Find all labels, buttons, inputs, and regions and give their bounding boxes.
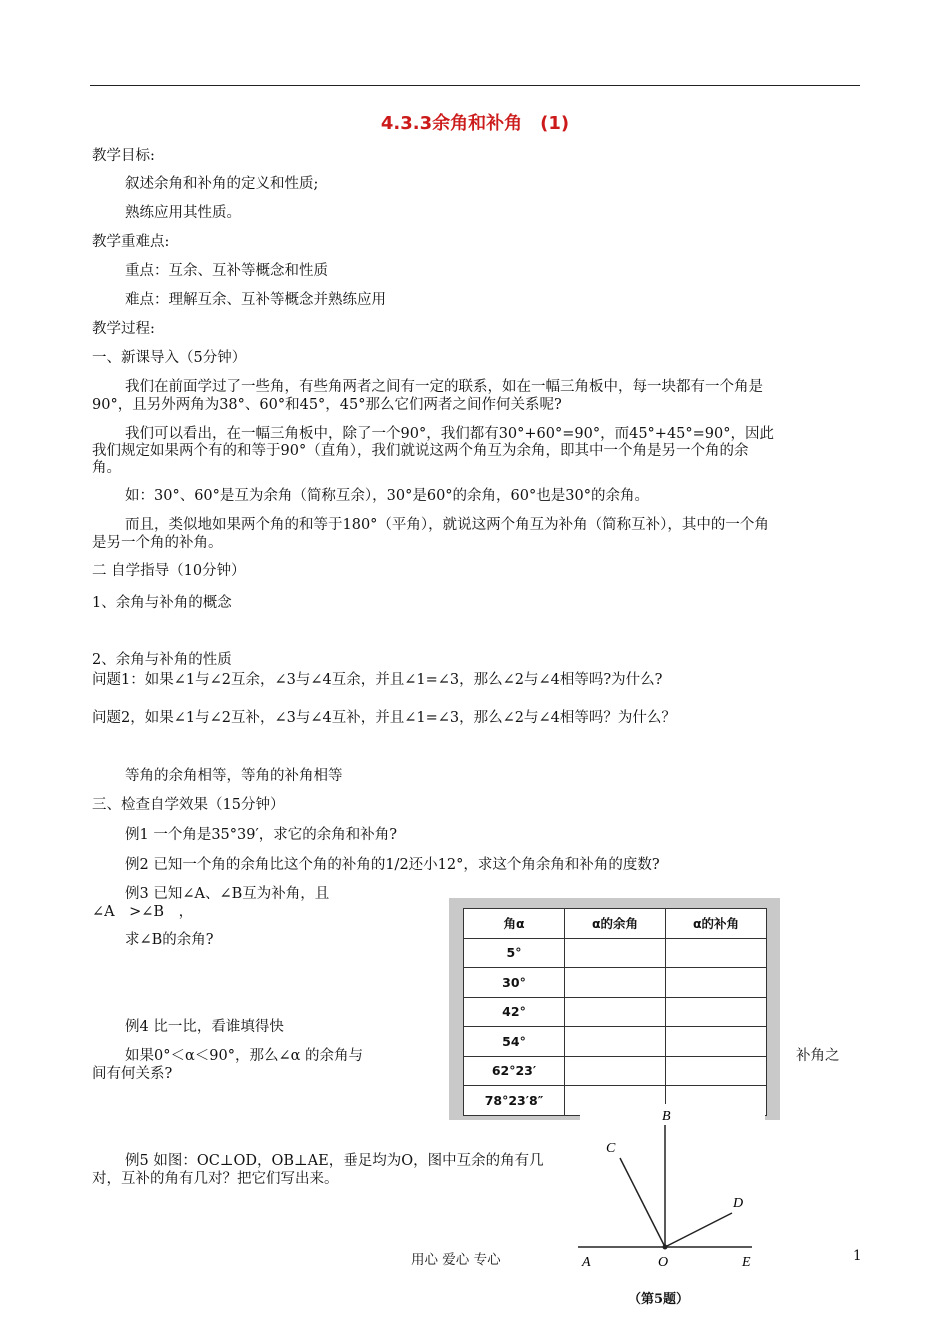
- top-rule: [90, 85, 860, 86]
- table-row: [464, 1056, 767, 1086]
- example-5-line-1: 例5 如图：OC⊥OD，OB⊥AE，垂足均为O，图中互余的角有几: [125, 1153, 544, 1169]
- table-cell-blank[interactable]: [666, 1027, 767, 1057]
- ray-OC: [620, 1158, 665, 1247]
- table-row: [464, 1027, 767, 1057]
- para-1-line-1: 我们在前面学过了一些角，有些角两者之间有一定的联系，如在一幅三角板中，每一块都有一个角是: [125, 379, 763, 395]
- goal-2: 熟练应用其性质。: [125, 205, 241, 221]
- section-3-heading: 三、检查自学效果（15分钟）: [92, 797, 285, 813]
- para-2-line-2: 我们规定如果两个有的和等于90°（直角），我们就说这两个角互为余角，即其中一个角是另一个角的余: [92, 443, 749, 459]
- key-point-1: 重点：互余、互补等概念和性质: [125, 263, 328, 279]
- table-cell-angle: 5°: [464, 938, 565, 968]
- process-heading: 教学过程:: [92, 321, 155, 337]
- section-1-heading: 一、新课导入（5分钟）: [92, 350, 247, 366]
- label-C: C: [606, 1141, 616, 1156]
- angle-table: [463, 908, 767, 1116]
- ray-OD: [665, 1213, 732, 1247]
- footer-motto: 用心 爱心 专心: [411, 1252, 501, 1268]
- table-row: [464, 968, 767, 998]
- para-2-line-3: 角。: [92, 460, 121, 476]
- table-cell-blank[interactable]: [565, 968, 666, 998]
- table-cell-blank[interactable]: [666, 997, 767, 1027]
- item-2: 2、余角与补角的性质: [92, 652, 232, 668]
- goal-1: 叙述余角和补角的定义和性质;: [125, 176, 319, 192]
- table-cell-angle: 54°: [464, 1027, 565, 1057]
- goals-heading: 教学目标:: [92, 148, 155, 164]
- example-4-line-1: 例4 比一比，看谁填得快: [125, 1019, 284, 1035]
- example-3-line-2: ∠A >∠B ，: [92, 904, 194, 920]
- example-5-line-2: 对，互补的角有几对？把它们写出来。: [92, 1171, 339, 1187]
- example-4-line-2b: 补角之: [796, 1048, 840, 1064]
- page-title: 4.3.3余角和补角 (1): [380, 113, 570, 134]
- table-cell-blank[interactable]: [565, 1027, 666, 1057]
- table-cell-angle: 42°: [464, 997, 565, 1027]
- table-header-supplement: α的补角: [666, 909, 767, 939]
- item-1: 1、余角与补角的概念: [92, 595, 232, 611]
- key-heading: 教学重难点:: [92, 234, 170, 250]
- table-cell-blank[interactable]: [565, 997, 666, 1027]
- conclusion: 等角的余角相等，等角的补角相等: [125, 768, 343, 784]
- table-row: [464, 997, 767, 1027]
- example-3-line-3: 求∠B的余角?: [125, 932, 214, 948]
- para-4-line-1: 而且，类似地如果两个角的和等于180°（平角），就说这两个角互为补角（简称互补），其中的一个角: [125, 517, 769, 533]
- table-header-row: [464, 909, 767, 939]
- example-4-line-3: 间有何关系?: [92, 1066, 173, 1082]
- table-cell-blank[interactable]: [565, 938, 666, 968]
- table-cell-blank[interactable]: [666, 1056, 767, 1086]
- para-3: 如：30°、60°是互为余角（简称互余），30°是60°的余角，60°也是30°的余角。: [125, 488, 649, 504]
- section-2-heading: 二 自学指导（10分钟）: [92, 563, 246, 579]
- point-O: [663, 1245, 668, 1250]
- label-O: O: [658, 1255, 669, 1270]
- example-4-line-2a: 如果0°＜α＜90°，那么∠α 的余角与: [125, 1048, 364, 1064]
- para-4-line-2: 是另一个角的补角。: [92, 535, 223, 551]
- label-E: E: [742, 1255, 751, 1270]
- angle-diagram: [570, 1100, 770, 1290]
- key-point-2: 难点：理解互余、互补等概念并熟练应用: [125, 292, 386, 308]
- example-1: 例1 一个角是35°39′，求它的余角和补角?: [125, 827, 398, 843]
- para-2-line-1: 我们可以看出，在一幅三角板中，除了一个90°，我们都有30°+60°=90°，而45°+45°=90°，因此: [125, 426, 774, 442]
- table-header-complement: α的余角: [565, 909, 666, 939]
- table-header-angle: 角α: [464, 909, 565, 939]
- label-A: A: [582, 1255, 591, 1270]
- table-cell-blank[interactable]: [666, 938, 767, 968]
- para-1-line-2: 90°，且另外两角为38°、60°和45°，45°那么它们两者之间作何关系呢?: [92, 397, 562, 413]
- example-3-line-1: 例3 已知∠A、∠B互为补角，且: [125, 886, 330, 902]
- label-B: B: [662, 1109, 671, 1124]
- table-cell-blank[interactable]: [565, 1056, 666, 1086]
- question-1: 问题1：如果∠1与∠2互余，∠3与∠4互余，并且∠1=∠3，那么∠2与∠4相等吗?为什么?: [92, 672, 663, 688]
- table-cell-angle: 78°23′8″: [464, 1086, 565, 1116]
- table-row: [464, 938, 767, 968]
- table-cell-angle: 62°23′: [464, 1056, 565, 1086]
- label-D: D: [733, 1196, 744, 1211]
- example-2: 例2 已知一个角的余角比这个角的补角的1/2还小12°，求这个角余角和补角的度数?: [125, 857, 660, 873]
- table-cell-blank[interactable]: [666, 968, 767, 998]
- page-number: 1: [853, 1248, 862, 1264]
- table-cell-angle: 30°: [464, 968, 565, 998]
- question-2: 问题2，如果∠1与∠2互补，∠3与∠4互补，并且∠1=∠3，那么∠2与∠4相等吗？为什么？: [92, 710, 676, 726]
- diagram-caption: （第5题）: [628, 1292, 690, 1307]
